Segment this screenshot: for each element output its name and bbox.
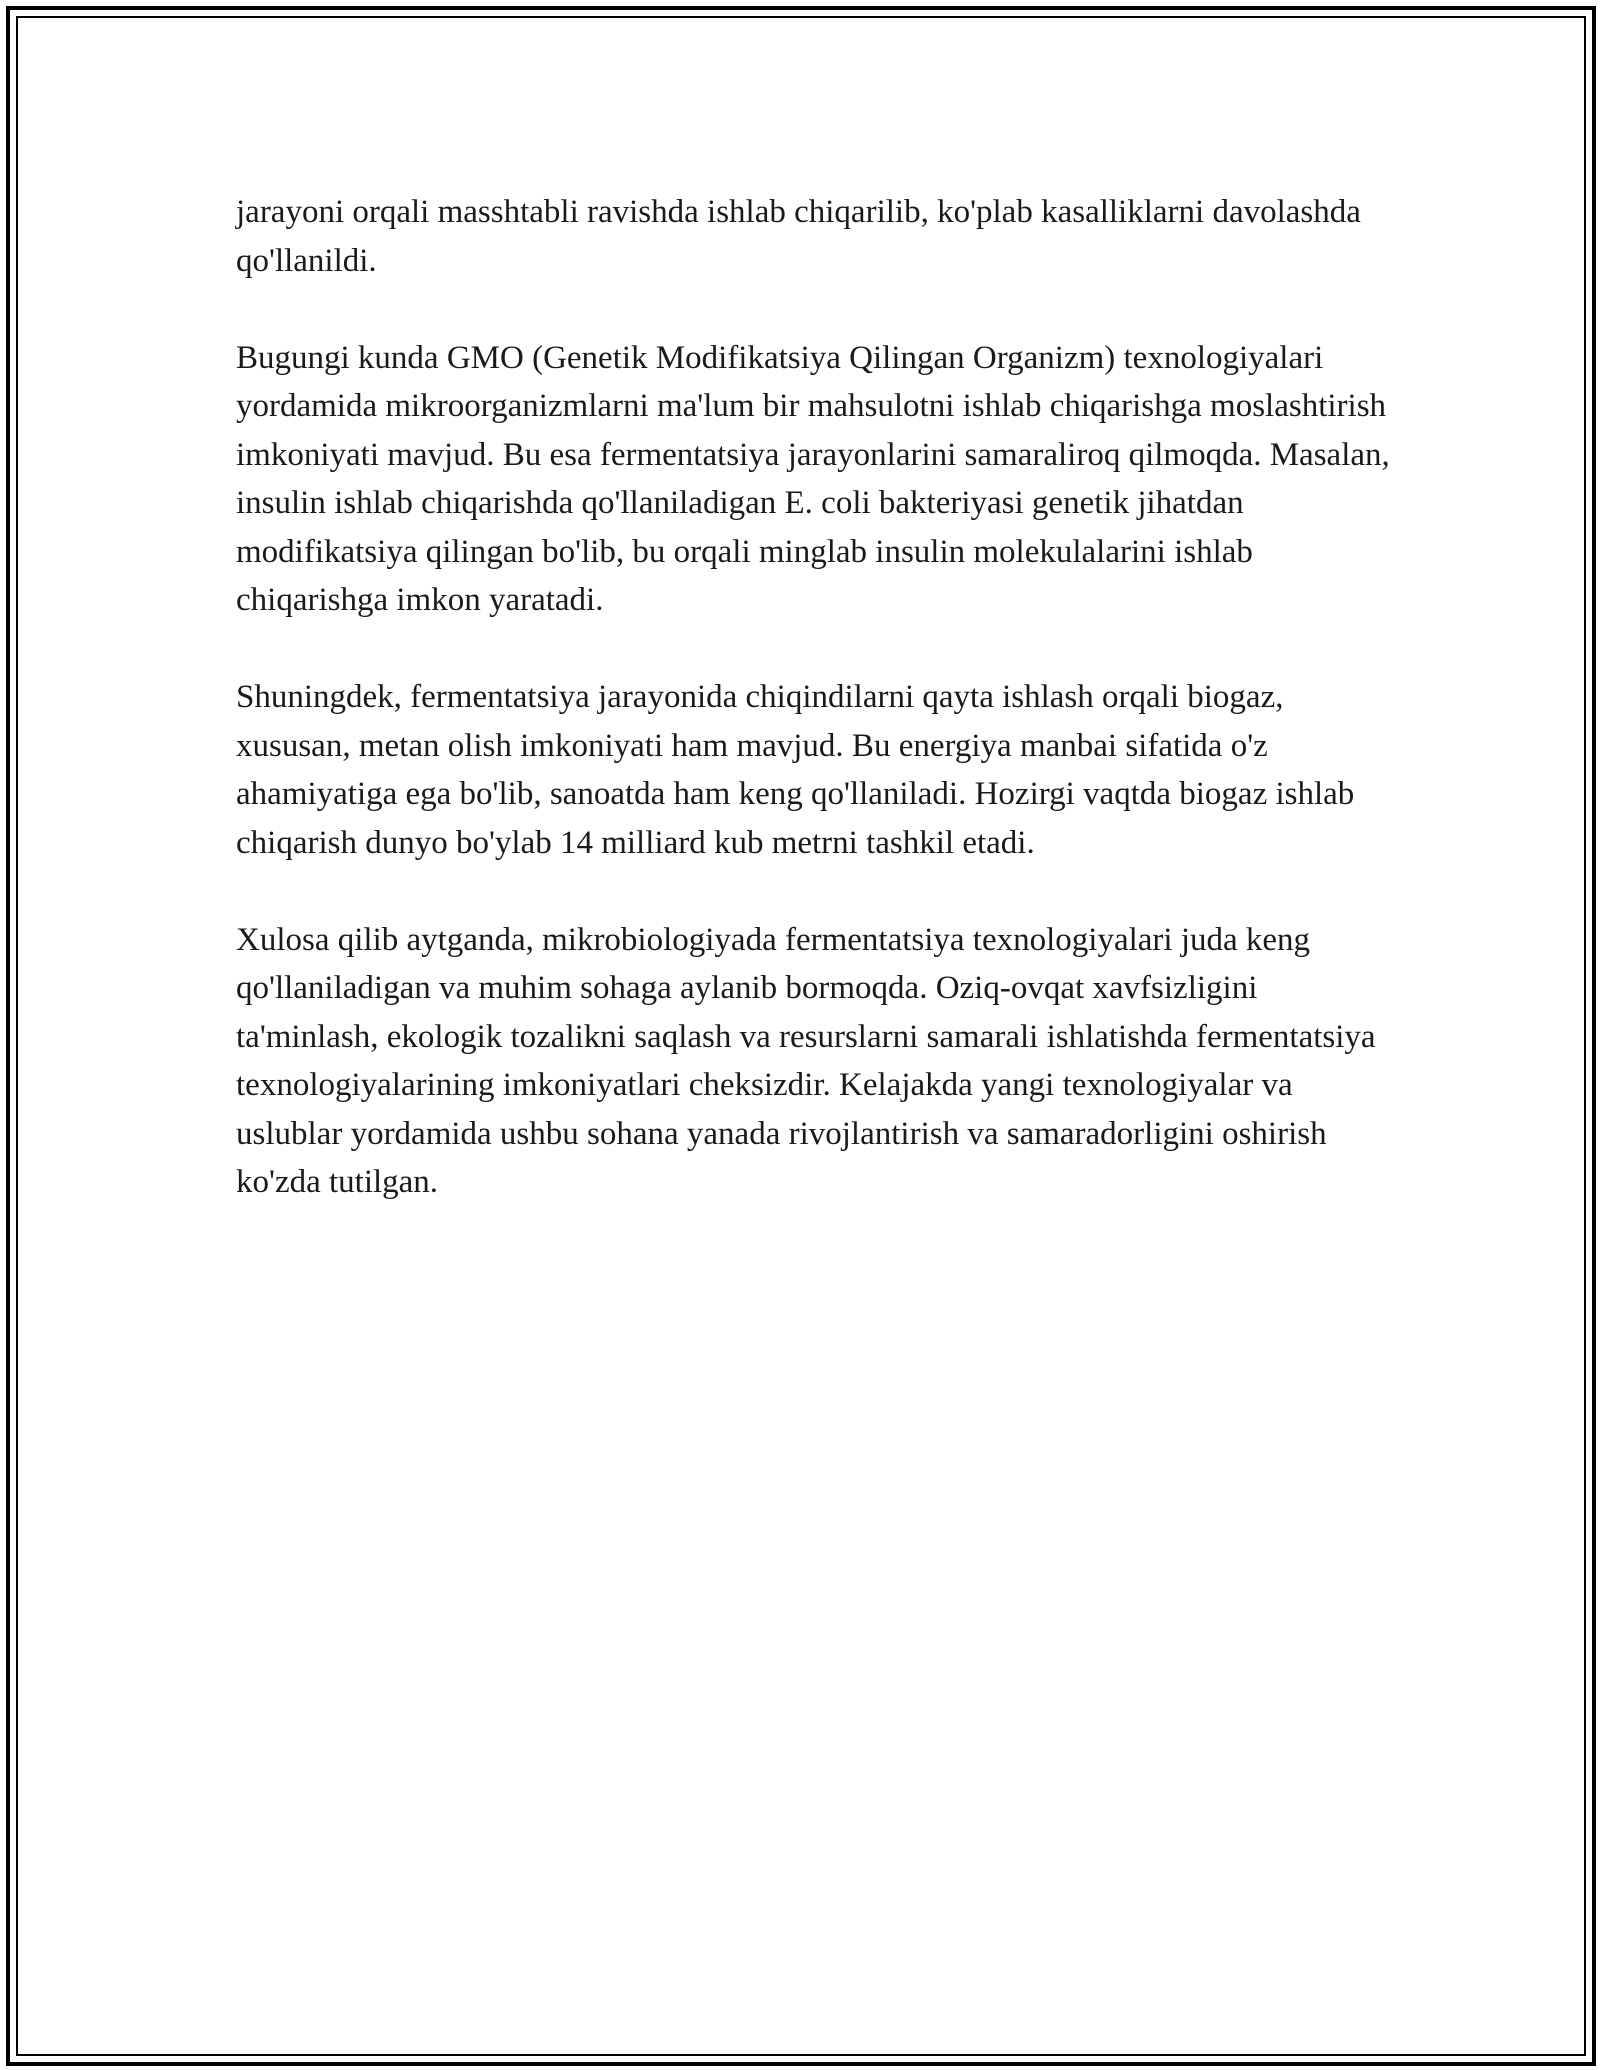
paragraph-biogas: Shuningdek, fermentatsiya jarayonida chiqindilarni qayta ishlash orqali biogaz, xususan, metan olish imkoniyati ham mavjud. Bu energiya manbai sifatida o'z ahamiyatiga ega bo'lib, sanoatda ham keng qo'llaniladi. Hozirgi vaqtda biogaz ishlab chiqarish dunyo bo'ylab 14 milliard kub metrni tashkil etadi. xyxy=(236,679,1355,861)
document-body xyxy=(236,188,1396,1255)
paragraph-continuation: jarayoni orqali masshtabli ravishda ishlab chiqarilib, ko'plab kasalliklarni davolashda qo'llanildi. xyxy=(236,194,1361,279)
paragraph-conclusion: Xulosa qilib aytganda, mikrobiologiyada fermentatsiya texnologiyalari juda keng qo'llaniladigan va muhim sohaga aylanib bormoqda. Oziq-ovqat xavfsizligini ta'minlash, ekologik tozalikni saqlash va resurslarni samarali ishlatishda fermentatsiya texnologiyalarining imkoniyatlari cheksizdir. Kelajakda yangi texnologiyalar va uslublar yordamida ushbu sohana yanada rivojlantirish va samaradorligini oshirish ko'zda tutilgan. xyxy=(236,921,1376,1200)
paragraph-gmo: Bugungi kunda GMO (Genetik Modifikatsiya Qilingan Organizm) texnologiyalari yordamida mikroorganizmlarni ma'lum bir mahsulotni ishlab chiqarishga moslashtirish imkoniyati mavjud. Bu esa fermentatsiya jarayonlarini samaraliroq qilmoqda. Masalan, insulin ishlab chiqarishda qo'llaniladigan E. coli bakteriyasi genetik jihatdan modifikatsiya qilingan bo'lib, bu orqali minglab insulin molekulalarini ishlab chiqarishga imkon yaratadi. xyxy=(236,339,1390,618)
